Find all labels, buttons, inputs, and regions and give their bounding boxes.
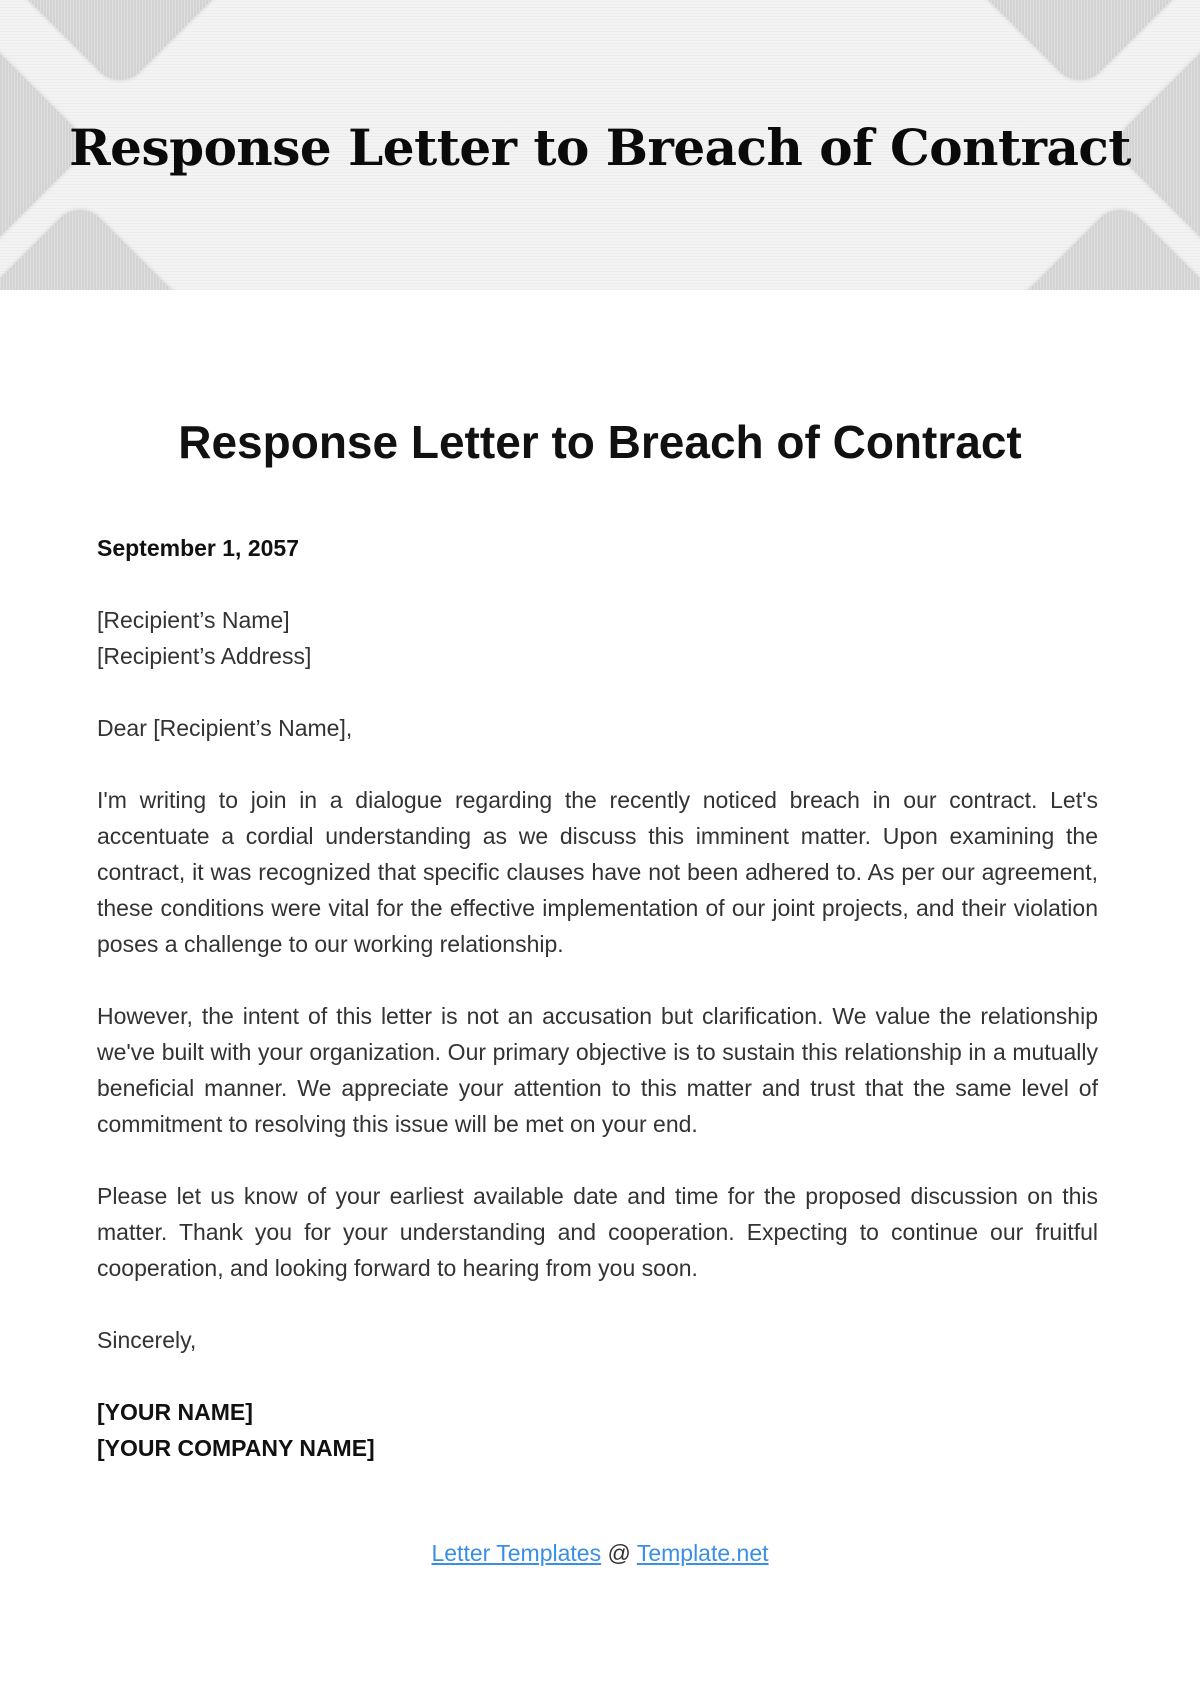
salutation: Dear [Recipient’s Name], bbox=[97, 715, 353, 741]
footer bbox=[0, 1540, 1200, 1567]
decorative-diamond bbox=[979, 199, 1200, 290]
signer-name: [YOUR NAME] bbox=[97, 1399, 253, 1425]
header-title: Response Letter to Breach of Contract bbox=[69, 118, 1131, 177]
paragraph: Please let us know of your earliest available date and time for the proposed discussion on this matter. Thank you for your understanding and cooperation. Expecting to continue our fruitful cooperation, and looking forward to hearing from you soon. bbox=[97, 1183, 1098, 1281]
letter-date: September 1, 2057 bbox=[97, 535, 300, 561]
decorative-diamond bbox=[939, 0, 1200, 91]
paragraph: However, the intent of this letter is not an accusation but clarification. We value the relationship we've built with your organization. Our primary objective is to sustain this relationship in a mutually beneficial manner. We appreciate your attention to this matter and trust that the same level of commitment to resolving this issue will be met on your end. bbox=[97, 1003, 1098, 1137]
header-banner bbox=[0, 0, 1200, 290]
closing: Sincerely, bbox=[97, 1327, 197, 1353]
signature-block bbox=[97, 1394, 1098, 1466]
footer-separator: @ bbox=[607, 1540, 631, 1566]
letter-body bbox=[97, 530, 1098, 1502]
decorative-diamond bbox=[0, 0, 261, 91]
letter-templates-link[interactable]: Letter Templates bbox=[431, 1540, 602, 1566]
paragraph: I'm writing to join in a dialogue regarding the recently noticed breach in our contract. Let's accentuate a cordial understanding as we discuss this imminent matter. Upon examining the contract, it was recognized that specific clauses have not been adhered to. As per our agreement, these conditions were vital for the effective implementation of our joint projects, and their violation poses a challenge to our working relationship. bbox=[97, 787, 1098, 957]
recipient-block bbox=[97, 602, 1098, 674]
recipient-address: [Recipient’s Address] bbox=[97, 643, 312, 669]
document-title: Response Letter to Breach of Contract bbox=[178, 416, 1022, 468]
signer-company: [YOUR COMPANY NAME] bbox=[97, 1435, 375, 1461]
template-net-link[interactable]: Template.net bbox=[636, 1540, 769, 1566]
decorative-diamond bbox=[0, 199, 221, 290]
recipient-name: [Recipient’s Name] bbox=[97, 607, 290, 633]
